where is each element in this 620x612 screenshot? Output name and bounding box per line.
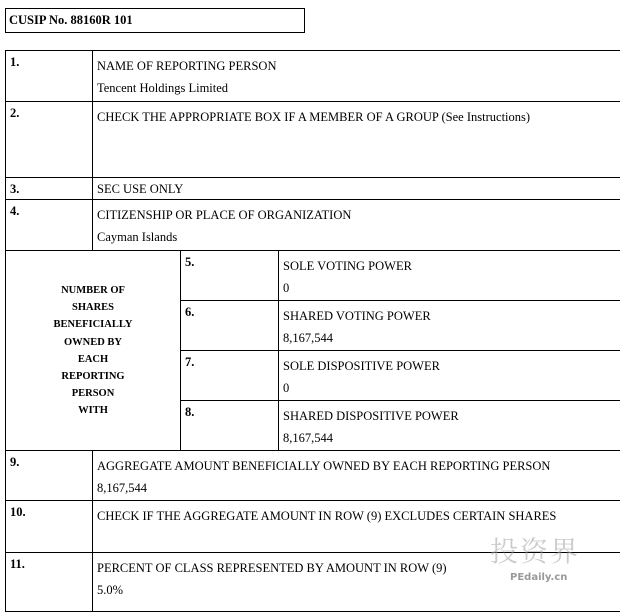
field-value: Cayman Islands [97,230,178,244]
field-value: 8,167,544 [283,431,333,445]
field-label: NAME OF REPORTING PERSON [97,59,277,73]
field-label: CHECK THE APPROPRIATE BOX IF A MEMBER OF A GROUP (See Instructions) [97,110,531,124]
subrow-number: 5. [180,250,279,301]
row-number: 11. [5,552,93,612]
group-label-line: REPORTING [61,371,125,383]
field-value: 5.0% [97,583,124,597]
row-content [92,50,620,102]
row-number: 4. [5,199,93,251]
field-value: 0 [283,381,290,395]
watermark-cn: 投资界 [490,535,581,568]
field-label: CITIZENSHIP OR PLACE OF ORGANIZATION [97,208,352,222]
group-label-line: BENEFICIALLY [53,319,133,331]
subrow-content [278,250,620,301]
row-content [92,450,620,501]
field-label: AGGREGATE AMOUNT BENEFICIALLY OWNED BY EACH REPORTING PERSON [97,459,551,473]
row-number: 10. [5,500,93,553]
row-content [92,177,620,200]
shares-group-label [5,250,181,451]
field-value: 8,167,544 [97,481,147,495]
subrow-content [278,300,620,351]
group-label-line: WITH [78,405,108,417]
row-content [92,199,620,251]
field-value: 0 [283,281,290,295]
row-content [92,500,620,553]
field-label: CHECK IF THE AGGREGATE AMOUNT IN ROW (9) EXCLUDES CERTAIN SHARES [97,509,557,523]
field-label: SHARED VOTING POWER [283,309,431,323]
row-number: 1. [5,50,93,102]
subrow-content [278,400,620,451]
subrow-number: 7. [180,350,279,401]
subrow-content [278,350,620,401]
group-label-line: OWNED BY [63,336,123,348]
row-number: 9. [5,450,93,501]
field-label: PERCENT OF CLASS REPRESENTED BY AMOUNT IN ROW (9) [97,561,447,575]
field-label: SEC USE ONLY [97,182,184,196]
subrow-number: 8. [180,400,279,451]
field-label: SOLE DISPOSITIVE POWER [283,359,440,373]
watermark-en: PEdaily.cn [510,572,568,583]
group-label-line: SHARES [71,302,114,314]
cusip-box [5,8,305,33]
row-content [92,101,620,178]
field-value: Tencent Holdings Limited [97,81,229,95]
group-label-line: PERSON [71,388,115,400]
row-number: 3. [5,177,93,200]
row-content [92,552,620,612]
field-label: SHARED DISPOSITIVE POWER [283,409,459,423]
field-label: SOLE VOTING POWER [283,259,412,273]
group-label-line: EACH [77,353,109,365]
cusip-number: CUSIP No. 88160R 101 [9,13,133,27]
row-number: 2. [5,101,93,178]
field-value: 8,167,544 [283,331,333,345]
group-label-line: NUMBER OF [61,285,125,296]
subrow-number: 6. [180,300,279,351]
